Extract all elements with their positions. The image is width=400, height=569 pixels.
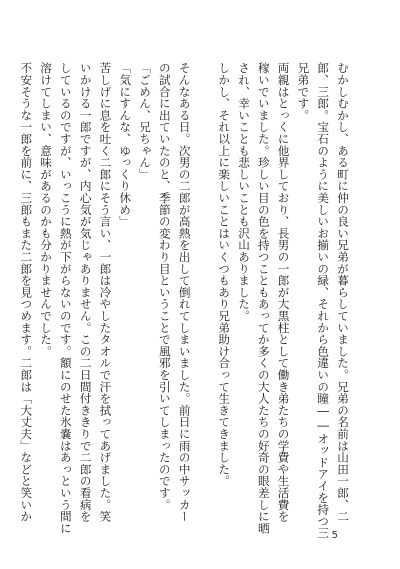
text-line: しかし、それ以上に楽しいことはいくつもあり兄弟助け合って生きてきました。 [217, 62, 232, 487]
text-line: 両親はとっくに他界しており、長男の一郎が大黒柱として働き弟たちの学費や生活費を [276, 62, 291, 523]
text-line: しているのですが、いっこうに熱が下がらないのです。額にのせた氷嚢はあっという間に [58, 62, 73, 534]
text-line: 溶けてしまい、意味があるのかも分かりませんでした。 [39, 62, 54, 357]
text-line: 稼いでいました。珍しい目の色を持つこともあってか多くの大人たちの好奇の眼差しに晒 [256, 62, 271, 534]
text-line: むかしむかし、ある町に仲の良い兄弟が暮らしていました。兄弟の名前は山田一郎、二 [336, 62, 350, 523]
text-line: され、幸いことも悲しいことも沢山ありました。 [237, 62, 252, 322]
text-line: 郎、三郎。宝石のように美しいお揃いの緑、それから色違いの瞳――オッドアイを持つ三 [316, 62, 331, 539]
text-line: そんなある日。次男の二郎が高熱を出して倒れてしまいました。前日に雨の中サッカー [177, 62, 192, 523]
body-text [15, 62, 352, 539]
text-line: 兄弟です。 [296, 62, 311, 121]
text-line: いかける一郎ですが、内心気が気じゃありません。この二日間付ききりで二郎の看病を [78, 62, 93, 523]
text-line: 苦しげに息を吐く二郎にそう言い、一郎は冷やしたタオルで汗を拭ってあげました。笑 [98, 62, 113, 523]
dialogue-line: 「気にすんな、ゆっくり休め」 [118, 62, 133, 228]
page-number: 5 [331, 530, 338, 541]
dialogue-line: 「ごめん、兄ちゃん」 [138, 62, 153, 180]
text-line: 不安そうな一郎を前に、三郎もまた二郎を見つめます。二郎は「大丈夫」などと笑いか [19, 62, 34, 523]
text-line: の試合に出ていたのと、季節の変わり目ということで風邪を引いてしまったのです。 [157, 62, 172, 511]
